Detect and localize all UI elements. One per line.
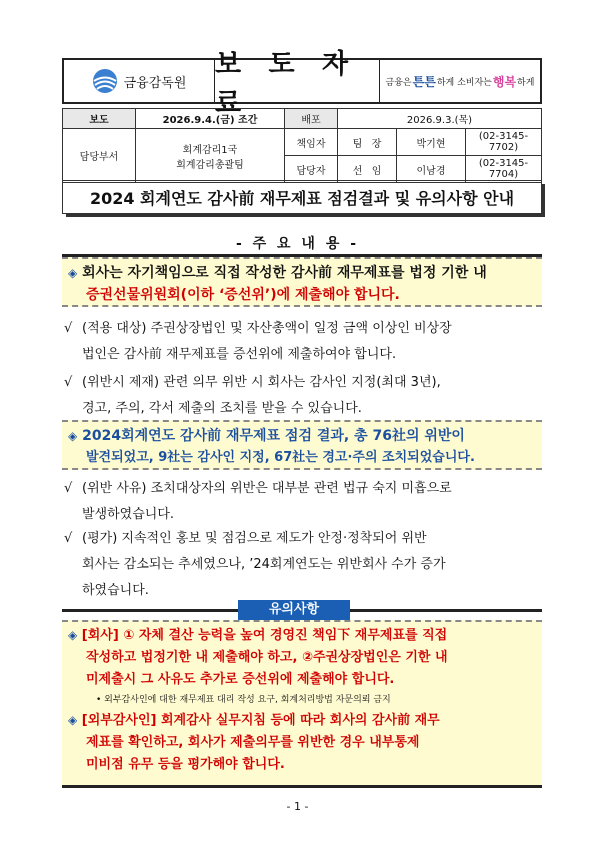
- item-applicability: [64, 316, 542, 368]
- item4-line2: 회사는 감소되는 추세였으나, ’24회계연도는 위반회사 수가 증가: [82, 557, 446, 572]
- item4-text1: (평가) 지속적인 홍보 및 점검으로 제도가 안정·정착되어 위반: [82, 531, 427, 546]
- page-number: - 1 -: [286, 800, 309, 813]
- diamond-icon: ◈: [68, 429, 78, 443]
- item-sanctions: [64, 370, 542, 422]
- release-value: 2026.9.4.(금) 조간: [136, 109, 285, 129]
- slogan-post: 하게: [517, 77, 535, 88]
- check-icon: √: [64, 375, 73, 390]
- distribution-value: 2026.9.3.(목): [338, 109, 542, 129]
- doc-type-title: 보 도 자 료: [215, 60, 380, 102]
- resp-name: 박기현: [397, 129, 466, 156]
- staff-phone: (02-3145-7704): [466, 156, 542, 183]
- slogan-word2: 행복: [492, 74, 517, 89]
- slogan-mid: 하게 소비자는: [436, 77, 492, 88]
- diamond-icon: ◈: [68, 713, 78, 727]
- item-evaluation: [64, 526, 542, 604]
- notice-company-line1: [68, 624, 542, 647]
- highlight1-line2: 증권선물위원회(이하 ‘증선위’)에 제출해야 합니다.: [86, 287, 400, 303]
- notice-company-line3: 미제출시 그 사유도 추가로 증선위에 제출해야 합니다.: [86, 672, 395, 687]
- dept-line1: 회계감리1국: [182, 144, 238, 156]
- item1-text1: (적용 대상) 주권상장법인 및 자산총액이 일정 금액 이상인 비상장: [82, 321, 452, 336]
- resp-title: 팀 장: [338, 129, 397, 156]
- dept-line2: 회계감리총괄팀: [176, 159, 244, 171]
- item3-line2: 발생하였습니다.: [82, 507, 175, 522]
- check-icon: √: [64, 321, 73, 336]
- staff-label: 담당자: [285, 156, 338, 183]
- item1-line2: 법인은 감사前 재무제표를 증선위에 제출하여야 합니다.: [82, 347, 397, 362]
- resp-label: 책임자: [285, 129, 338, 156]
- highlight-box-2: [62, 420, 542, 470]
- item4-line1: [64, 526, 542, 552]
- slogan: [380, 60, 540, 102]
- item2-text1: (위반시 제재) 관련 의무 위반 시 회사는 감사인 지정(최대 3년),: [82, 375, 441, 390]
- item3-text1: (위반 사유) 조치대상자의 위반은 대부분 관련 법규 숙지 미흡으로: [82, 481, 452, 496]
- release-label: 보도: [63, 109, 136, 129]
- resp-phone: (02-3145-7702): [466, 129, 542, 156]
- dept-value: [136, 129, 285, 183]
- org-logo: [64, 60, 215, 102]
- notice-bottom-divider: [62, 785, 542, 788]
- diamond-icon: ◈: [68, 628, 78, 642]
- notice-tag: 유의사항: [238, 600, 350, 620]
- dept-label: 담당부서: [63, 129, 136, 183]
- highlight2-text1: 2024회계연도 감사前 재무제표 점검 결과, 총 76社의 위반이: [82, 428, 465, 444]
- highlight1-line1: [68, 262, 542, 284]
- notice-auditor-text1: [외부감사인] 회계감사 실무지침 등에 따라 회사의 감사前 재무: [81, 713, 440, 728]
- fss-logo-icon: [92, 68, 118, 94]
- staff-name: 이남경: [397, 156, 466, 183]
- highlight2-line2: 발견되었고, 9社는 감사인 지정, 67社는 경고·주의 조치되었습니다.: [86, 450, 475, 465]
- header-box: [62, 49, 542, 119]
- check-icon: √: [64, 481, 73, 496]
- item1-line1: [64, 316, 542, 342]
- item3-line1: [64, 476, 542, 502]
- staff-title: 선 임: [338, 156, 397, 183]
- notice-company-line2: 작성하고 법정기한 내 제출해야 하고, ②주권상장법인은 기한 내: [86, 650, 448, 665]
- slogan-pre: 금융은: [385, 77, 412, 88]
- notice-auditor-line1: [68, 709, 542, 732]
- highlight1-text1: 회사는 자기책임으로 직접 작성한 감사前 재무제표를 법정 기한 내: [82, 265, 487, 281]
- check-icon: √: [64, 531, 73, 546]
- item2-line1: [64, 370, 542, 396]
- item-violation-reason: [64, 476, 542, 528]
- org-name: 금융감독원: [123, 75, 187, 91]
- diamond-icon: ◈: [68, 266, 78, 280]
- distribution-label: 배포: [285, 109, 338, 129]
- summary-label: - 주 요 내 용 -: [235, 236, 360, 252]
- notice-box: [62, 620, 542, 785]
- item2-line2: 경고, 주의, 각서 제출의 조치를 받을 수 있습니다.: [82, 401, 362, 416]
- notice-company-text1: [회사] ① 자체 결산 능력을 높여 경영진 책임下 재무제표를 직접: [81, 628, 448, 643]
- highlight-box-1: [62, 257, 542, 307]
- highlight2-line1: [68, 425, 542, 447]
- info-table: [62, 108, 542, 183]
- slogan-word1: 튼튼: [412, 74, 436, 89]
- notice-company-sub: • 외부감사인에 대한 재무제표 대리 작성 요구, 회계처리방법 자문의뢰 금지: [96, 695, 391, 705]
- page-title: 2024 회계연도 감사前 재무제표 점검결과 및 유의사항 안내: [62, 180, 542, 214]
- item4-line3: 하였습니다.: [82, 583, 149, 598]
- notice-auditor-line2: 제표를 확인하고, 회사가 제출의무를 위반한 경우 내부통제: [86, 735, 420, 750]
- notice-auditor-line3: 미비점 유무 등을 평가해야 합니다.: [86, 757, 285, 772]
